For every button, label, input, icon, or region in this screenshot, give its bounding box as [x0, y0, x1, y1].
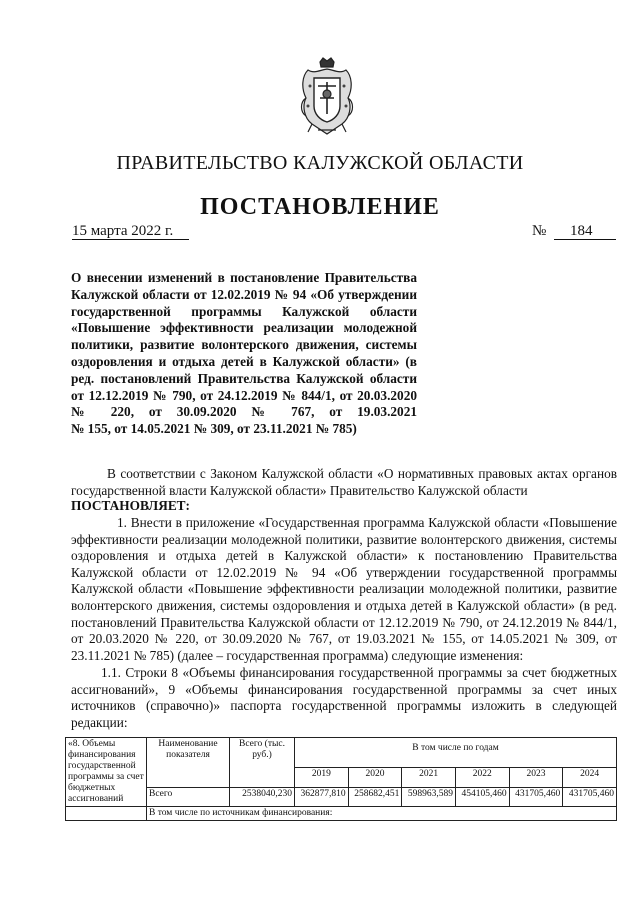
year-value-cell: 454105,460: [455, 787, 509, 806]
government-name: ПРАВИТЕЛЬСТВО КАЛУЖСКОЙ ОБЛАСТИ: [116, 152, 524, 174]
subject-heading: О внесении изменений в постановление Правительства Калужской области от 12.02.2019 № 94 «Об утверждении государственной программы Калужской области «Повышение эффективности реализации молодежной политики, развитие волонтерского движения, системы оздоровления и отдыха детей в Калужской области» (в ред. постановлений Правительства Калужской области от 12.12.2019 № 790, от 24.12.2019 № 844/1, от 20.03.2020 № 220, от 30.09.2020 № 767, от 19.03.2021: [71, 270, 417, 420]
document-title: ПОСТАНОВЛЕНИЕ: [200, 194, 440, 220]
year-header: 2019: [295, 768, 349, 787]
document-date: 15 марта 2022 г.: [72, 223, 174, 239]
year-value-cell: 431705,460: [563, 787, 617, 806]
row-total-cell: 2538040,230: [230, 787, 295, 806]
year-value-cell: 258682,451: [348, 787, 402, 806]
financing-table: [65, 737, 617, 821]
col-name-header: Наименование показателя: [147, 738, 230, 788]
number-label: №: [532, 223, 547, 239]
year-header: 2020: [348, 768, 402, 787]
sources-row-cell: В том числе по источникам финансирования:: [147, 807, 617, 821]
preamble-paragraph: В соответствии с Законом Калужской области «О нормативных правовых актах органов государственной власти Калужской области» Правительство Калужской области: [71, 466, 617, 498]
year-value-cell: 431705,460: [509, 787, 563, 806]
number-underline: [554, 239, 616, 240]
year-header: 2024: [563, 768, 617, 787]
coat-of-arms-emblem: [298, 56, 356, 140]
document-number: 184: [570, 223, 593, 239]
col-years-header: В том числе по годам: [295, 738, 617, 768]
year-header: 2021: [402, 768, 456, 787]
resolves-heading: ПОСТАНОВЛЯЕТ:: [71, 498, 190, 513]
col-total-header: Всего (тыс. руб.): [230, 738, 295, 788]
year-value-cell: 598963,589: [402, 787, 456, 806]
row-label-cell: «8. Объемы финансирования государственной программы за счет бюджетных ассигнований: [66, 738, 147, 807]
table-row: [66, 807, 617, 821]
item-1-1-paragraph: 1.1. Строки 8 «Объемы финансирования государственной программы за счет бюджетных ассигнований», 9 «Объемы финансирования государственной программы за счет иных источников (справочно)» паспорта государственной программы изложить в следующей редакции:: [71, 665, 617, 730]
subject-heading-last-line: № 155, от 14.05.2021 № 309, от 23.11.2021 № 785): [71, 421, 357, 436]
table-row: [66, 787, 617, 806]
item-1-paragraph: 1. Внести в приложение «Государственная программа Калужской области «Повышение эффективности реализации молодежной политики, развитие волонтерского движения, системы оздоровления и отдыха детей в Калужской области» к постановлению Правительства Калужской области от 12.02.2019 № 94 «Об утверждении государственной программы Калужской области «Повышение эффективности реализации молодежной политики, развитие волонтерского движения, системы оздоровления и отдыха детей в Калужской области» (в ред. постановлений Правительства Калужской области от 12.12.2019 № 790, от 24.12.2019 № 844/1, от 20.03.2020 № 220, от 30.09.2020 № 767, от 19.03.2021 № 155, от 14.05.2021 № 309, от 23.11.2021 № 785) (далее – государственная программа) следующие изменения:: [71, 515, 617, 663]
year-value-cell: 362877,810: [295, 787, 349, 806]
row-name-cell: Всего: [147, 787, 230, 806]
date-underline: [72, 239, 189, 240]
row-label-continuation-cell: [66, 807, 147, 821]
year-header: 2023: [509, 768, 563, 787]
year-header: 2022: [455, 768, 509, 787]
table-header-row: [66, 738, 617, 768]
